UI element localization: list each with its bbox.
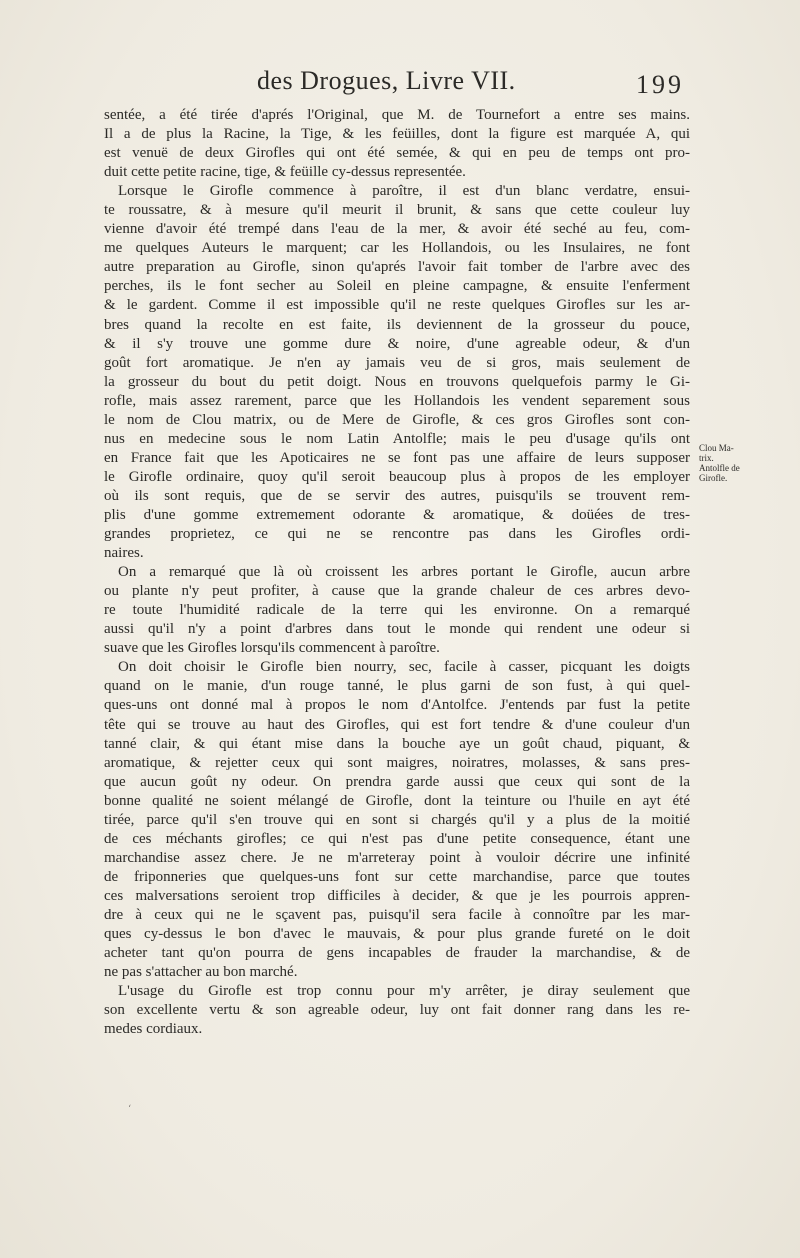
text-line: sentée, a été tirée d'aprés l'Original, que M. de Tournefort a entre ses mains. [104,107,690,123]
margin-note-line: trix. [699,453,714,463]
text-line: dre à ceux qui ne le sçavent pas, puisqu'il sera facile à connoître par les mar- [104,906,690,923]
margin-note-line: Girofle. [699,473,728,483]
text-line: ques cy-dessus le bon d'avec le mauvais, & pour plus grande fureté on le doit [104,926,690,943]
text-line: duit cette petite racine, tige, & feüille cy-dessus representée. [104,164,466,181]
text-line: me quelques Auteurs le marquent; car les Hollandois, ou les Insulaires, ne font [104,240,690,257]
text-line: naires. [104,545,144,562]
text-line: & il s'y trouve une gomme dure & noire, d'une agreable odeur, & d'un [104,335,690,352]
page-number: 199 [636,70,684,99]
text-line: ques-uns ont donné mal à propos le nom d'Antolfce. J'entends par fust la petite [104,697,690,714]
paragraph [104,658,690,982]
text-line: autre preparation au Girofle, sinon qu'aprés l'avoir fait tomber de l'arbre avec des [104,259,690,276]
text-line: bres quand la recolte en est faite, ils deviennent de la grosseur du pouce, [104,316,690,333]
text-line: est venuë de deux Girofles qui ont été semée, & qui en peu de temps ont pro- [104,145,690,162]
text-line: vienne d'avoir été trempé dans l'eau de la mer, & avoir été seché au feu, com- [104,221,690,238]
margin-note [699,443,759,483]
text-line: la grosseur du bout du petit doigt. Nous en trouvons quelquefois parmy le Gi- [104,373,690,390]
paragraph [104,982,690,1039]
ink-mark: ‘ [128,1104,132,1115]
page-header [0,64,800,108]
text-line: L'usage du Girofle est trop connu pour m'y arrêter, je diray seulement que [118,983,690,1000]
text-line: Lorsque le Girofle commence à paroître, il est d'un blanc verdatre, ensui- [118,183,690,200]
text-line: & le gardent. Comme il est impossible qu'il ne reste quelques Girofles sur les ar- [104,297,690,314]
text-line: On a remarqué que là où croissent les arbres portant le Girofle, aucun arbre [118,564,690,581]
text-line: de ces méchants girofles; ce qui n'est pas d'une petite consequence, étant une [104,830,690,847]
text-line: goût fort aromatique. Je n'en ay jamais veu de si gros, mais seulement de [104,354,690,371]
margin-note-line: Antolfle de [699,463,740,473]
text-line: Il a de plus la Racine, la Tige, & les feüilles, dont la figure est marquée A, qui [104,126,690,143]
text-line: aussi qu'il n'y a point d'arbres dans tout le monde qui rendent une odeur si [104,621,690,638]
text-line: suave que les Girofles lorsqu'ils commencent à paroître. [104,640,440,657]
text-line: On doit choisir le Girofle bien nourry, sec, facile à casser, picquant les doigts [118,659,690,676]
paragraph [104,106,690,182]
text-line: perches, ils le font secher au Soleil en pleine campagne, & ensuite l'enferment [104,278,690,295]
text-line: tête qui se trouve au haut des Girofles, qui est fort tendre & d'une couleur d'un [104,716,690,733]
text-line: acheter tant qu'on pourra de gens incapables de frauder la marchandise, & de [104,945,690,962]
paragraph [104,563,690,658]
text-line: rofle, mais assez rarement, parce que les Hollandois les vendent separement sous [104,392,690,409]
text-line: re toute l'humidité radicale de la terre qui les environne. On a remarqué [104,602,690,619]
text-line: ou plante n'y peut profiter, à cause que la grande chaleur de ces arbres devo- [104,583,690,600]
text-line: quand on le manie, d'un rouge tanné, le plus garni de son fust, à qui quel- [104,678,690,695]
text-line: de friponneries que quelques-uns font sur cette marchandise, parce que toutes [104,868,690,885]
text-line: plis d'une gomme extremement odorante & aromatique, & doüées de tres- [104,506,690,523]
text-line: que aucun goût ny odeur. On prendra garde aussi que ceux qui sont de la [104,773,690,790]
text-line: te roussatre, & à mesure qu'il meurit il brunit, & sans que cette couleur luy [104,202,690,219]
text-line: tanné clair, & qui étant mise dans la bouche aye un goût chaud, piquant, & [104,735,690,752]
margin-note-line: Clou Ma- [699,443,734,453]
text-line: le Girofle ordinaire, quoy qu'il seroit beaucoup plus à propos de les employer [104,468,690,485]
text-line: le nom de Clou matrix, ou de Mere de Girofle, & ces gros Girofles sont con- [104,411,690,428]
text-line: marchandise assez chere. Je ne m'arreteray point à vouloir décrire une infinité [104,849,690,866]
text-line: ne pas s'attacher au bon marché. [104,964,298,981]
text-line: aromatique, & rejetter ceux qui sont maigres, noiratres, molasses, & sans pres- [104,754,690,771]
body-text [104,106,690,1039]
text-line: tirée, parce qu'il s'en trouve qui en sont si chargés qu'il y a plus de la moitié [104,811,690,828]
text-line: medes cordiaux. [104,1021,203,1038]
text-line: en France fait que les Apoticaires ne se font pas une affaire de leurs supposer [104,449,690,466]
text-line: ces malversations seroient trop difficiles à decider, & que je les pourrois appren- [104,887,690,904]
paragraph [104,182,690,563]
text-line: où ils sont requis, que de se servir des autres, puisqu'ils se trouvent rem- [104,487,690,504]
text-line: son excellente vertu & son agreable odeur, luy ont fait donner rang dans les re- [104,1002,690,1019]
text-line: grandes proprietez, ce qui ne se rencontre pas dans les Girofles ordi- [104,526,690,543]
running-title: des Drogues, Livre VII. [257,66,516,95]
text-line: bonne qualité ne soient mélangé de Girofle, dont la teinture ou l'huile en ayt été [104,792,690,809]
text-line: nus en medecine sous le nom Latin Antolfle; mais le peu d'usage qu'ils ont [104,430,690,447]
